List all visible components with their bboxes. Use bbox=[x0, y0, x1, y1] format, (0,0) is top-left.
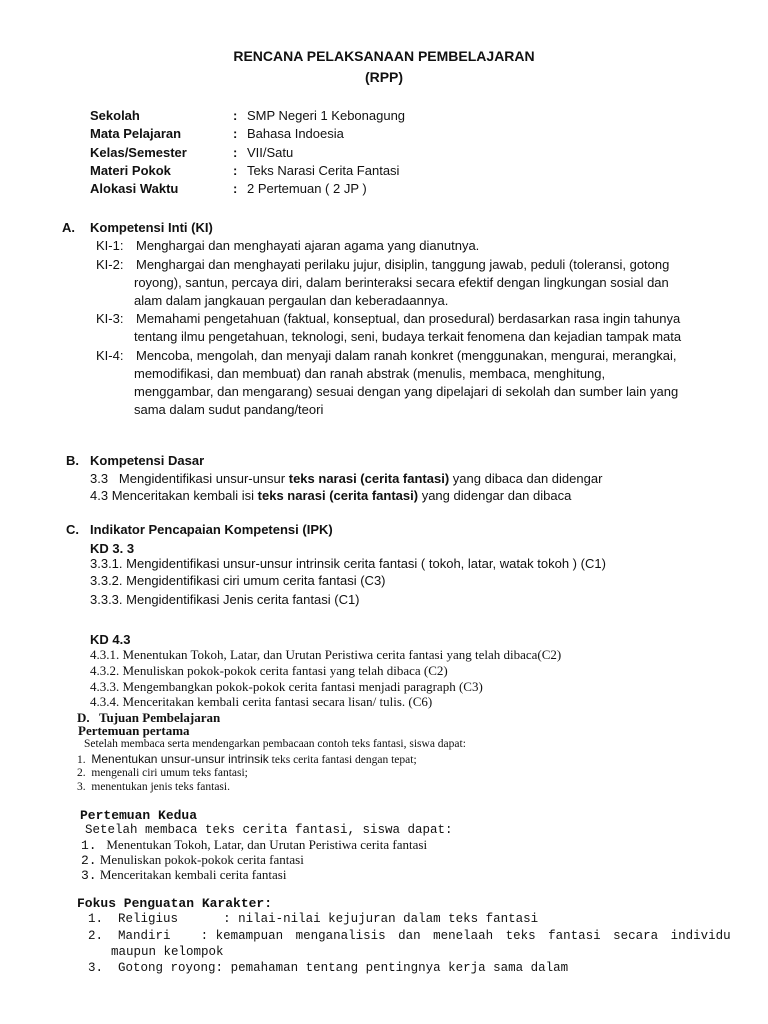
karakter-item-num: 2. bbox=[88, 929, 104, 943]
identity-colon: : bbox=[233, 163, 238, 178]
ki4-line: memodifikasi, dan membuat) dan ranah abstrak (menulis, membaca, menghitung, bbox=[134, 366, 606, 381]
karakter-item-label: Religius bbox=[118, 912, 179, 926]
identity-label: Alokasi Waktu bbox=[90, 181, 179, 196]
ipk-item: 3.3.2. Mengidentifikasi ciri umum cerita fantasi (C3) bbox=[90, 573, 386, 588]
identity-label: Materi Pokok bbox=[90, 163, 171, 178]
karakter-item-3 bbox=[88, 961, 568, 975]
identity-colon: : bbox=[233, 126, 238, 141]
kd-33-heading: KD 3. 3 bbox=[90, 541, 135, 556]
pertemuan-pertama-title: Pertemuan pertama bbox=[78, 723, 190, 738]
tujuan-item-text: Menuliskan pokok-pokok cerita fantasi bbox=[99, 852, 304, 867]
kd-33-pre: Mengidentifikasi unsur-unsur bbox=[118, 471, 286, 486]
karakter-item-label: Gotong royong: bbox=[118, 961, 224, 975]
kd-33-post: yang dibaca dan didengar bbox=[452, 471, 603, 486]
tujuan-item-num: 3. bbox=[77, 781, 86, 793]
ipk-item: 4.3.2. Menuliskan pokok-pokok cerita fantasi yang telah dibaca (C2) bbox=[90, 663, 448, 678]
karakter-item-text: kemampuan menganalisis dan menelaah teks fantasi secara individu bbox=[215, 929, 731, 943]
ki4-line: sama dalam sudut pandang/teori bbox=[134, 402, 324, 417]
karakter-item-text: nilai-nilai kejujuran dalam teks fantasi bbox=[238, 912, 539, 926]
kd-43-bold: teks narasi (cerita fantasi) bbox=[257, 488, 419, 503]
tujuan-item-2 bbox=[77, 767, 248, 779]
kd-43-post: yang didengar dan dibaca bbox=[421, 488, 572, 503]
section-c-letter: C. bbox=[66, 522, 79, 537]
ki4-line: menggambar, dan mengarang) sesuai dengan yang dipelajari di sekolah dan sumber lain yang bbox=[134, 384, 679, 399]
karakter-title: Fokus Penguatan Karakter: bbox=[77, 896, 273, 911]
kd-33-bold: teks narasi (cerita fantasi) bbox=[288, 471, 450, 486]
karakter-item-1 bbox=[88, 912, 538, 926]
identity-value: VII/Satu bbox=[247, 145, 294, 160]
section-a-letter: A. bbox=[62, 220, 75, 235]
ipk-item: 4.3.1. Menentukan Tokoh, Latar, dan Urutan Peristiwa cerita fantasi yang telah dibaca(C2) bbox=[90, 647, 562, 662]
ki1-text: Menghargai dan menghayati ajaran agama yang dianutnya. bbox=[136, 238, 480, 253]
ki3-line: tentang ilmu pengetahuan, teknologi, seni, budaya terkait fenomena dan kejadian tampak mata bbox=[134, 329, 682, 344]
pertemuan-kedua-intro: Setelah membaca teks cerita fantasi, siswa dapat: bbox=[85, 823, 453, 837]
identity-label: Sekolah bbox=[90, 108, 140, 123]
identity-label: Kelas/Semester bbox=[90, 145, 187, 160]
section-b-title: Kompetensi Dasar bbox=[90, 453, 205, 468]
identity-value: Bahasa Indoesia bbox=[247, 126, 344, 141]
karakter-item-2-cont: maupun kelompok bbox=[111, 945, 224, 959]
ipk-item: 3.3.3. Mengidentifikasi Jenis cerita fantasi (C1) bbox=[90, 592, 360, 607]
tujuan-item-text: Menceritakan kembali cerita fantasi bbox=[99, 867, 287, 882]
page-title-line2: (RPP) bbox=[364, 69, 404, 85]
identity-value: 2 Pertemuan ( 2 JP ) bbox=[247, 181, 367, 196]
karakter-item-sep: : bbox=[200, 929, 209, 943]
kd-43-pre: Menceritakan kembali isi bbox=[111, 488, 255, 503]
tujuan-kedua-item-2 bbox=[81, 852, 304, 868]
page-title-line1: RENCANA PELAKSANAAN PEMBELAJARAN bbox=[233, 48, 535, 64]
karakter-item-label: Mandiri bbox=[118, 929, 171, 943]
tujuan-item-text: menentukan jenis teks fantasi. bbox=[91, 781, 230, 793]
kd-33-num: 3.3 bbox=[90, 471, 109, 486]
ki3-code: KI-3: bbox=[96, 311, 124, 326]
ki1-code: KI-1: bbox=[96, 238, 124, 253]
ki3-line: Memahami pengetahuan (faktual, konseptual, dan prosedural) berdasarkan rasa ingin tahunya bbox=[136, 311, 681, 326]
ki4-code: KI-4: bbox=[96, 348, 124, 363]
pertemuan-pertama-intro: Setelah membaca serta mendengarkan pembacaan contoh teks fantasi, siswa dapat: bbox=[84, 738, 466, 750]
tujuan-item-3 bbox=[77, 781, 230, 793]
tujuan-item-rest: teks cerita fantasi dengan tepat; bbox=[271, 754, 417, 766]
tujuan-kedua-item-3 bbox=[81, 867, 286, 883]
karakter-item-sep: : bbox=[223, 912, 231, 926]
ki2-line: alam dalam jangkauan pergaulan dan keberadaannya. bbox=[134, 293, 449, 308]
ipk-item: 3.3.1. Mengidentifikasi unsur-unsur intrinsik cerita fantasi ( tokoh, latar, watak tokoh ) (C1) bbox=[90, 556, 606, 571]
tujuan-item-bold: Menentukan unsur-unsur intrinsik bbox=[91, 752, 269, 766]
ki2-line: royong), santun, percaya diri, dalam berinteraksi secara efektif dengan lingkungan sosial dan bbox=[134, 275, 669, 290]
tujuan-item-num: 2. bbox=[77, 767, 86, 779]
kd-43-heading: KD 4.3 bbox=[90, 632, 131, 647]
section-a-title: Kompetensi Inti (KI) bbox=[90, 220, 213, 235]
identity-colon: : bbox=[233, 181, 238, 196]
ki2-code: KI-2: bbox=[96, 257, 124, 272]
karakter-item-text: pemahaman tentang pentingnya kerja sama dalam bbox=[230, 961, 569, 975]
ipk-item: 4.3.3. Mengembangkan pokok-pokok cerita fantasi menjadi paragraph (C3) bbox=[90, 679, 483, 694]
tujuan-item-num: 2. bbox=[81, 853, 97, 868]
identity-label: Mata Pelajaran bbox=[90, 126, 182, 141]
karakter-item-num: 1. bbox=[88, 912, 104, 926]
identity-value: Teks Narasi Cerita Fantasi bbox=[247, 163, 400, 178]
tujuan-item-num: 1. bbox=[81, 838, 97, 853]
tujuan-kedua-item-1 bbox=[81, 837, 427, 853]
ki4-line: Mencoba, mengolah, dan menyaji dalam ranah konkret (menggunakan, mengurai, merangkai, bbox=[136, 348, 677, 363]
ki2-line: Menghargai dan menghayati perilaku jujur, disiplin, tanggung jawab, peduli (toleransi, gotong bbox=[136, 257, 670, 272]
ipk-item: 4.3.4. Menceritakan kembali cerita fantasi secara lisan/ tulis. (C6) bbox=[90, 694, 433, 709]
identity-colon: : bbox=[233, 145, 238, 160]
section-c-title: Indikator Pencapaian Kompetensi (IPK) bbox=[90, 522, 333, 537]
section-d-letter: D. bbox=[77, 710, 90, 725]
section-d-title: Tujuan Pembelajaran bbox=[99, 710, 221, 725]
kd-43-line bbox=[90, 488, 571, 503]
karakter-item-num: 3. bbox=[88, 961, 104, 975]
tujuan-item-text: mengenali ciri umum teks fantasi; bbox=[91, 767, 248, 779]
tujuan-item-1 bbox=[77, 752, 417, 766]
pertemuan-kedua-title: Pertemuan Kedua bbox=[80, 808, 198, 823]
kd-43-num: 4.3 bbox=[90, 488, 109, 503]
tujuan-item-text: Menentukan Tokoh, Latar, dan Urutan Peristiwa cerita fantasi bbox=[106, 837, 428, 852]
tujuan-item-num: 3. bbox=[81, 868, 97, 883]
kd-33-line bbox=[90, 471, 602, 486]
identity-value: SMP Negeri 1 Kebonagung bbox=[247, 108, 406, 123]
tujuan-item-num: 1. bbox=[77, 754, 86, 766]
section-b-letter: B. bbox=[66, 453, 79, 468]
identity-colon: : bbox=[233, 108, 238, 123]
karakter-item-2 bbox=[88, 929, 731, 943]
